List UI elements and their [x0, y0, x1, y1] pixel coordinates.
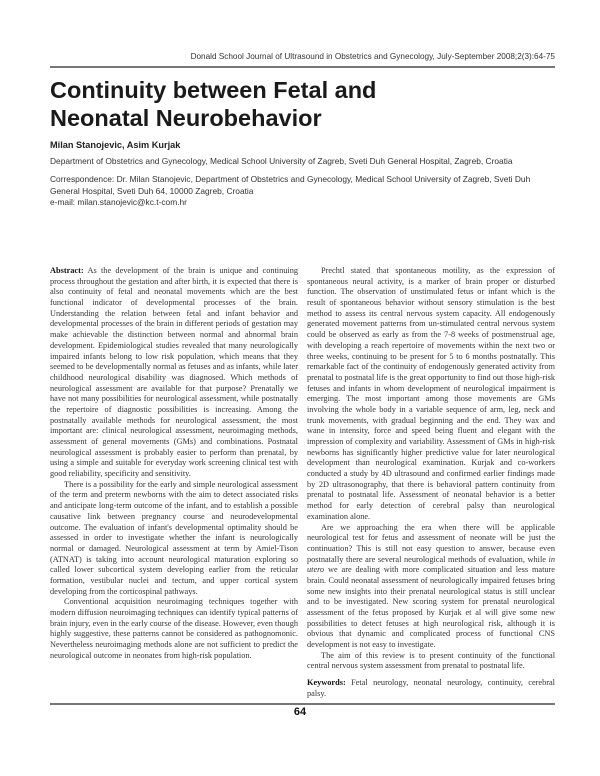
abstract-text: As the development of the brain is unique and continuing process throughout the gestation and after birth, it is expected that there is also continuity of fetal and neonatal movements which are the best functional indicator of developmental processes of the brain. Understanding the relation between fetal and infant behavior and developmental processes of the brain in different periods of gestation may make achievable the distinction between normal and abnormal brain development. Epidemiological studies revealed that many neurologically impaired infants belong to low risk population, which means that they seemed to be developmentally normal as fetuses and as infants, while later childhood neurological disability was diagnosed. Which methods of neurological assessment are available for that purpose? Prenatally we have not many possibilities for neurological assessment, while postnatally the repertoire of diagnostic possibilities is increasing. Among the postnatally available methods for neurological assessment, the most important are: clinical neurological assessment, neuroimaging methods, assessment of general movements (GMs) and combinations. Postnatal neurological assessment is probably easier to perform than prenatal, by using a simple and suitable for everyday work screening clinical test with good reliability, specificity and sensitivity. — [50, 266, 298, 479]
correspondence-text: Correspondence: Dr. Milan Stanojevic, Department of Obstetrics and Gynecology, Medical School University of Zagreb, Sveti Duh General Hospital, Sveti Duh 64, 10000 Zagreb, Croatia — [50, 174, 531, 196]
paragraph: There is a possibility for the early and simple neurological assessment of the term and preterm newborns with the aim to detect associated risks and anticipate long-term outcome of the infant, and to establish a possible causative link between pregnancy course and neurodevelopmental outcome. The evaluation of infant's developmental optimality should be assessed in order to investigate whether the infant is neurologically normal or damaged. Neurological assessment at term by Amiel-Tison (ATNAT) is taking into account neurological maturation exploring so called lower subcortical system developing earlier from the reticular formation, vestibular nuclei and tectum, and upper cortical system developing from the corticospinal pathways. — [50, 479, 298, 596]
title-line-2: Neonatal Neurobehavior — [50, 105, 322, 131]
journal-citation: Donald School Journal of Ultrasound in Obstetrics and Gynecology, July-September 2008;2(3):64-75 — [190, 52, 555, 61]
text: we are dealing with more complicated situation and less mature brain. Could neonatal assessment of neurologically impaired fetuses bring some new insights into their prenatal neurological status is still unclear and to be investigated. New scoring system for prenatal neurological assessment of the fetus proposed by Kurjak et al will give some new possibilities to detect fetuses at high neurological risk, although it is obvious that dynamic and complicated process of functional CNS development is not easy to investigate. — [307, 565, 555, 650]
abstract-paragraph — [50, 266, 298, 480]
correspondence — [50, 174, 560, 209]
keywords-label: Keywords: — [307, 678, 346, 688]
title-line-1: Continuity between Fetal and — [50, 77, 377, 103]
paragraph: The aim of this review is to present continuity of the functional central nervous system assessment from prenatal to postnatal life. — [307, 650, 555, 671]
page-number: 64 — [293, 706, 307, 718]
left-column — [50, 266, 298, 661]
header-rule — [50, 66, 555, 68]
email-link[interactable]: e-mail: milan.stanojevic@kc.t-com.hr — [50, 197, 187, 207]
affiliation: Department of Obstetrics and Gynecology, Medical School University of Zagreb, Sveti Duh General Hospital, Zagreb, Croatia — [50, 156, 513, 166]
italic-text: in utero — [307, 554, 555, 575]
paragraph: Prechtl stated that spontaneous motility, as the expression of spontaneous neural activity, is a marker of brain proper or disturbed function. The observation of unstimulated fetus or infant which is the result of spontaneous behavior without sensory stimulation is the best method to assess its central nervous system capacity. All endogenously generated movement patterns from un-stimulated central nervous system could be observed as early as from the 7-8 weeks of postmenstrual age, with developing a reach repertoire of movements within the next two or three weeks, continuing to be present for 5 to 6 months postnatally. This remarkable fact of the continuity of endogenously generated activity from prenatal to postnatal life is the great opportunity to find out those high-risk fetuses and infants in whom development of neurological impairment is emerging. The most important among those movements are GMs involving the whole body in a variable sequence of arm, leg, neck and trunk movements, with gradual beginning and the end. They wax and wane in intensity, force and speed being fluent and elegant with the impression of complexity and variability. Assessment of GMs in high-risk newborns has significantly higher predictive value for later neurological development than neurological examination. Kurjak and co-workers conducted a study by 4D ultrasound and confirmed earlier findings made by 2D ultrasonography, that there is behavioral pattern continuity from prenatal to postnatal life. Assessment of neonatal behavior is a better method for early detection of cerebral palsy than neurological examination alone. — [307, 266, 555, 521]
article-title — [50, 76, 376, 132]
paragraph: Conventional acquisition neuroimaging techniques together with modern diffusion neuroimaging techniques can identify typical patterns of brain injury, even in the early course of the disease. However, even though highly suggestive, these patterns cannot be considered as pathognomonic. Nevertheless neuroimaging methods alone are not sufficient to predict the neurological outcome in neonates from high-risk population. — [50, 597, 298, 660]
keywords-text: Fetal neurology, neonatal neurology, continuity, cerebral palsy. — [307, 678, 555, 698]
keywords — [307, 678, 555, 699]
authors: Milan Stanojevic, Asim Kurjak — [50, 140, 181, 150]
text: Are we approaching the era when there will be applicable neurological test for fetus and assessment of neonate will be just the continuation? This is still not easy question to answer, because even postnatally there are several neurological methods of evaluation, while — [307, 522, 555, 564]
paragraph — [307, 523, 555, 651]
footer-rule — [50, 703, 555, 705]
abstract-label: Abstract: — [50, 266, 84, 275]
right-column — [307, 266, 555, 700]
